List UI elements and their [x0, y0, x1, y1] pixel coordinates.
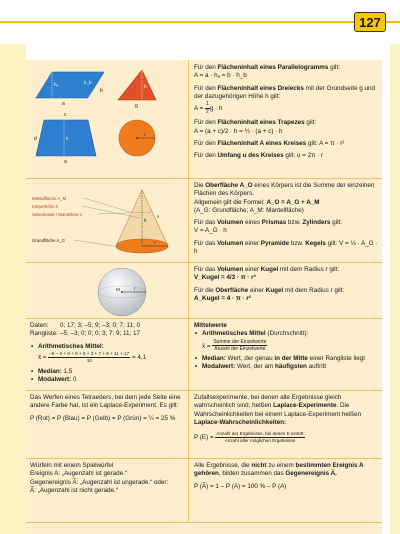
header-rule — [0, 21, 400, 23]
divider-4 — [26, 390, 382, 391]
surface-rule: Die Oberfläche A_O eines Körpers ist die Summe der einzelnen Flächen des Körpers. Allgemein gilt die Formel: A_O = A_G + A_M (A_G: Grundfläche; A_M: Mantelfläche) — [194, 182, 375, 214]
die-line-3: Gegenereignis A̅: „Augenzahl ist ungerade.“ oder: — [30, 478, 169, 486]
divider-3 — [26, 318, 382, 319]
laplace-definition: Zufallsexperimente, bei denen alle Ergebnisse gleich wahrscheinlich sind, heißen Laplace-Experimente. Die Wahrscheinlichkeiten bei einem Laplace-Experiment heißen Laplace-Wahrscheinlichkeiten: — [194, 394, 362, 426]
right-mode-item: • Modalwert: Wert, der am häufigsten auftritt — [194, 363, 378, 371]
median-item: • Median: 1,5 — [30, 368, 184, 376]
cone-label-s: s — [157, 214, 160, 219]
section4-right — [194, 322, 378, 371]
page-number: 127 — [354, 12, 386, 32]
area-figures — [32, 64, 182, 182]
formula-page — [26, 60, 382, 534]
die-line-1: Würfeln mit einem Spielwürfel — [30, 462, 114, 469]
complement-definition: Alle Ergebnisse, die nicht zu einem bestimmten Ereignis A gehören, bilden zusammen das Gegenereignis A̅. — [194, 462, 364, 478]
rank-row: Rangliste: –5; –3; 0; 0; 0; 3; 7; 9; 11; 17 — [30, 330, 141, 338]
section6-divider-vertical — [188, 458, 189, 522]
circle-area-rule: Für den Flächeninhalt A eines Kreises gilt: A = π · r² — [194, 139, 345, 147]
mean-formula: x̄ = $\frac{-5 - 3 + 0 + 0 + 0 + 3 + 7 + 9 + 11 + 17}{10}$ = 4,1 — [38, 350, 147, 363]
label-parallelogram-hb: h_b — [84, 80, 92, 85]
sphere-surface-rule: Für die Oberfläche einer Kugel mit dem Radius r gilt: A_Kugel = 4 · π · r² — [194, 286, 345, 302]
divider-2 — [26, 262, 382, 263]
parallelogram-shape — [36, 72, 104, 98]
triangle-rule: Für den Flächeninhalt eines Dreiecks mit der Grundseite g und der dazugehörigen Höhe h gilt: A = $\frac{1}{2}$ g · h — [194, 84, 375, 115]
sphere-figure — [82, 266, 162, 318]
laplace-formula: P (E) = $\frac{\text{Anzahl der Ergebnisse, bei denen E eintritt}}{\text{Anzahl aller möglichen Ergebnisse}}$ — [194, 431, 304, 444]
cone-label-side: Seitenkante / Mantellinie s — [32, 212, 83, 217]
data-row: Daten: 0; 17; 3; –5; 9; –3; 0; 7; 11; 0 — [30, 322, 141, 329]
trapezoid-rule: Für den Flächeninhalt eines Trapezes gilt: A = (a + c)/2 · h = ½ · (a + c) · h — [194, 119, 317, 135]
label-triangle-g: g — [135, 103, 138, 109]
cone-label-h: h — [144, 218, 147, 223]
left-margin-strip — [0, 44, 26, 534]
right-mean-item: • Arithmetisches Mittel (Durchschnitt): — [194, 330, 378, 338]
section2-text — [194, 182, 378, 260]
die-line-4: A̅: „Augenzahl ist nicht gerade.“ — [30, 486, 118, 494]
section3-divider-vertical — [188, 262, 189, 318]
prism-rule: Für das Volumen eines Prismas bzw. Zylinders gilt: V = A_G · h — [194, 219, 342, 235]
label-parallelogram-a: a — [62, 101, 65, 107]
divider-6 — [26, 522, 382, 523]
label-parallelogram-b: b — [100, 88, 103, 94]
section5-divider-vertical — [188, 390, 189, 458]
parallelogram-rule: Für den Flächeninhalt eines Parallelogramms gilt: A = a · hₐ = b · h_b — [194, 64, 340, 80]
label-triangle-h: h — [144, 84, 147, 89]
triangle-shape — [118, 70, 156, 100]
mode-item: • Modalwert: 0 — [30, 376, 184, 384]
section4-left — [30, 322, 184, 385]
die-line-2: Ereignis A: „Augenzahl ist gerade.“ — [30, 470, 127, 478]
right-median-item: • Median: Wert, der genau in der Mitte einer Rangliste liegt — [194, 355, 378, 363]
section5-right — [194, 394, 378, 444]
section1-divider-vertical — [188, 60, 189, 178]
cone-figure — [30, 182, 186, 264]
sphere-label-m: M — [116, 287, 120, 292]
divider-5 — [26, 458, 382, 459]
label-trapezoid-d: d — [34, 136, 37, 142]
complement-formula: P (A̅) = 1 – P (A) = 100 % – P (A) — [194, 482, 287, 490]
cone-label-height: Körperhöhe h — [32, 204, 59, 209]
right-mean-formula: x̄ = $\frac{\text{Summe der Einzelwerte}}{\text{Anzahl der Einzelwerte}}$ — [202, 338, 267, 353]
cone-label-base: Grundfläche A_G — [32, 238, 65, 243]
section3-text — [194, 266, 378, 307]
section6-right — [194, 462, 378, 491]
section1-text — [194, 64, 378, 165]
section4-divider-vertical — [188, 318, 189, 390]
divider-1 — [26, 178, 382, 179]
label-trapezoid-a: a — [64, 159, 67, 165]
label-trapezoid-c: c — [64, 112, 67, 118]
circle-perimeter-rule: Für den Umfang u des Kreises gilt: u = 2π · r — [194, 152, 324, 160]
mean-item: • Arithmetisches Mittel: — [30, 343, 184, 351]
cone-label-r: r — [154, 240, 156, 245]
section6-left — [30, 462, 184, 495]
tetrahedron-text: Das Werfen eines Tetraeders, bei dem jede Seite eine andere Farbe hat, ist ein Laplace-Experiment. Es gilt: — [30, 394, 181, 410]
label-parallelogram-ha: hₐ — [54, 82, 59, 87]
right-margin-strip — [390, 44, 400, 534]
pyramid-rule: Für das Volumen einer Pyramide bzw. Kegels gilt: V = ⅓ · A_G · h — [194, 239, 378, 256]
cone-label-mantle: Mantelfläche A_M — [32, 196, 67, 201]
section5-left — [30, 394, 184, 423]
section2-divider-vertical — [188, 178, 189, 262]
label-circle-r: r — [144, 132, 146, 137]
sphere-label-r: r — [134, 286, 136, 291]
averages-title: Mittelwerte — [194, 322, 227, 329]
tetrahedron-formula: P (Rot) = P (Blau) = P (Gelb) = P (Grün) = ¼ = 25 % — [30, 414, 176, 422]
sphere-volume-rule: Für das Volumen einer Kugel mit dem Radius r gilt: V_Kugel = 4/3 · π · r³ — [194, 266, 340, 282]
label-trapezoid-h: h — [66, 136, 69, 141]
